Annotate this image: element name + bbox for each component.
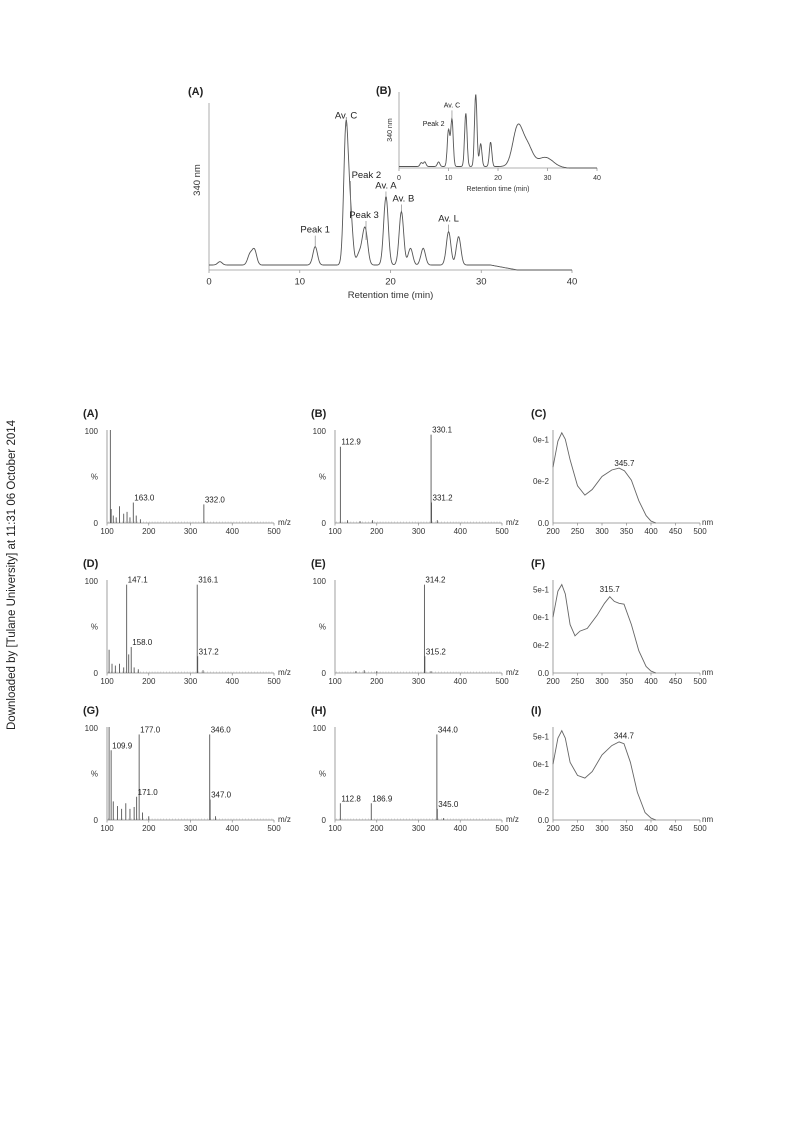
ms-peak-label: 345.0 xyxy=(438,799,459,809)
panel-label: (E) xyxy=(311,558,326,570)
x-tick-label: 250 xyxy=(570,824,585,833)
peak-label: Av. L xyxy=(438,213,459,225)
x-tick-label: 400 xyxy=(453,527,467,536)
y-tick-label: % xyxy=(90,472,98,482)
y-tick-label: % xyxy=(90,769,98,779)
peak-label: Peak 2 xyxy=(351,170,382,181)
panel-label: (A) xyxy=(188,86,204,98)
ms-b xyxy=(311,408,519,536)
y-tick-label: 100 xyxy=(84,577,98,586)
x-tick-label: 200 xyxy=(142,677,156,686)
x-axis-label: m/z xyxy=(278,668,291,677)
x-axis-label: m/z xyxy=(278,815,291,824)
x-tick-label: 400 xyxy=(644,677,658,686)
y-tick-label: % xyxy=(318,472,326,482)
x-tick-label: 30 xyxy=(543,175,552,182)
x-tick-label: 300 xyxy=(183,824,198,833)
x-tick-label: 400 xyxy=(453,824,467,833)
x-tick-label: 100 xyxy=(100,824,114,833)
x-tick-label: 500 xyxy=(267,677,281,686)
y-tick-label: 0e-2 xyxy=(532,641,549,651)
x-tick-label: 500 xyxy=(693,527,707,536)
x-tick-label: 500 xyxy=(267,527,281,536)
y-tick-label: 5e-1 xyxy=(532,585,549,595)
x-axis-label: m/z xyxy=(506,815,519,824)
uv-f xyxy=(531,558,713,686)
uv-c xyxy=(531,408,713,536)
x-axis-label: nm xyxy=(702,518,714,527)
ms-peak-label: 171.0 xyxy=(137,787,158,797)
main-chromatogram xyxy=(188,86,577,301)
ms-peak-label: 177.0 xyxy=(140,725,161,735)
x-tick-label: 300 xyxy=(183,677,198,686)
ms-a xyxy=(83,408,291,536)
y-axis-label: 340 nm xyxy=(387,118,394,142)
y-tick-label: 100 xyxy=(84,427,98,436)
ms-peak-label: 147.1 xyxy=(127,575,148,585)
x-tick-label: 200 xyxy=(370,824,384,833)
ms-peak-label: 315.2 xyxy=(425,647,446,657)
ms-peak-label: 314.2 xyxy=(425,575,446,585)
x-tick-label: 40 xyxy=(593,175,601,182)
peak-label: Peak 3 xyxy=(349,209,379,221)
x-tick-label: 500 xyxy=(693,677,707,686)
y-tick-label: % xyxy=(318,769,326,779)
panel-label: (H) xyxy=(311,705,327,717)
x-tick-label: 500 xyxy=(693,824,707,833)
x-tick-label: 200 xyxy=(546,677,560,686)
panel-label: (D) xyxy=(83,558,99,570)
ms-peak-label: 163.0 xyxy=(134,493,155,503)
panel-label: (G) xyxy=(83,705,99,717)
x-tick-label: 0 xyxy=(206,276,212,288)
x-tick-label: 400 xyxy=(644,527,658,536)
x-tick-label: 300 xyxy=(183,527,198,536)
panel-label: (B) xyxy=(311,408,327,420)
x-tick-label: 100 xyxy=(100,527,114,536)
x-tick-label: 500 xyxy=(495,527,509,536)
uv-trace xyxy=(553,433,656,523)
uv-trace xyxy=(553,585,656,673)
ms-peak-label: 332.0 xyxy=(204,495,225,505)
ms-peak-label: 331.2 xyxy=(432,493,453,503)
peak-label: Av. A xyxy=(375,180,397,192)
ms-e xyxy=(311,558,519,686)
x-tick-label: 500 xyxy=(267,824,281,833)
x-tick-label: 350 xyxy=(619,527,634,536)
x-tick-label: 200 xyxy=(370,677,384,686)
ms-peak-label: 186.9 xyxy=(372,794,393,804)
peak-label: Peak 1 xyxy=(300,224,330,236)
ms-peak-label: 316.1 xyxy=(198,575,219,585)
x-tick-label: 450 xyxy=(668,824,683,833)
ms-peak-label: 109.9 xyxy=(112,741,133,751)
x-tick-label: 350 xyxy=(619,677,634,686)
y-tick-label: 0e-2 xyxy=(532,788,549,798)
x-tick-label: 450 xyxy=(668,527,683,536)
x-tick-label: 250 xyxy=(570,677,585,686)
x-tick-label: 100 xyxy=(328,824,342,833)
y-tick-label: 0e-1 xyxy=(532,760,549,770)
x-tick-label: 20 xyxy=(385,276,396,288)
uv-peak-label: 345.7 xyxy=(614,458,635,468)
chromatogram-trace xyxy=(399,95,597,168)
y-tick-label: 0e-1 xyxy=(532,613,549,623)
y-axis-label: 340 nm xyxy=(192,164,203,196)
x-tick-label: 300 xyxy=(411,824,426,833)
y-tick-label: 5e-1 xyxy=(532,732,549,742)
x-tick-label: 300 xyxy=(595,527,609,536)
peak-label: Av. C xyxy=(334,110,358,122)
ms-g xyxy=(83,705,291,833)
peak-label: Av. C xyxy=(443,102,461,110)
y-tick-label: 0.0 xyxy=(537,519,549,528)
y-tick-label: 0e-1 xyxy=(532,435,549,445)
y-tick-label: 0 xyxy=(321,669,326,678)
ms-peak-label: 344.0 xyxy=(437,725,458,735)
x-tick-label: 20 xyxy=(494,175,502,182)
ms-peak-label: 346.0 xyxy=(210,725,231,735)
x-tick-label: 0 xyxy=(397,175,401,182)
x-tick-label: 400 xyxy=(225,677,239,686)
y-tick-label: 0 xyxy=(93,519,98,528)
ms-peak-label: 112.8 xyxy=(341,794,361,804)
ms-d xyxy=(83,558,291,686)
x-tick-label: 350 xyxy=(619,824,634,833)
x-tick-label: 40 xyxy=(566,276,578,288)
x-tick-label: 200 xyxy=(142,824,156,833)
y-tick-label: 0 xyxy=(321,816,326,825)
x-tick-label: 400 xyxy=(225,527,239,536)
x-tick-label: 300 xyxy=(411,677,426,686)
inset-chromatogram xyxy=(376,85,601,193)
x-tick-label: 250 xyxy=(570,527,585,536)
x-tick-label: 450 xyxy=(668,677,683,686)
x-axis-label: m/z xyxy=(506,668,519,677)
x-tick-label: 200 xyxy=(546,824,560,833)
ms-peak-label: 317.2 xyxy=(198,647,219,657)
x-tick-label: 10 xyxy=(294,276,306,288)
y-tick-label: % xyxy=(90,622,98,632)
y-tick-label: 100 xyxy=(84,724,98,733)
x-axis-label: m/z xyxy=(278,518,291,527)
x-tick-label: 100 xyxy=(328,677,342,686)
x-tick-label: 100 xyxy=(328,527,342,536)
x-tick-label: 200 xyxy=(370,527,384,536)
download-note-text: Downloaded by [Tulane University] at 11:31 06 October 2014 xyxy=(6,419,18,730)
uv-trace xyxy=(553,731,656,820)
y-tick-label: 0.0 xyxy=(537,669,549,678)
x-tick-label: 400 xyxy=(453,677,467,686)
x-tick-label: 300 xyxy=(595,677,609,686)
y-tick-label: 100 xyxy=(312,724,326,733)
panel-label: (C) xyxy=(531,408,547,420)
x-tick-label: 500 xyxy=(495,677,509,686)
x-tick-label: 400 xyxy=(225,824,239,833)
y-tick-label: 0.0 xyxy=(537,816,549,825)
x-axis-label: nm xyxy=(702,815,714,824)
x-tick-label: 200 xyxy=(142,527,156,536)
ms-peak-label: 347.0 xyxy=(211,790,232,800)
x-tick-label: 400 xyxy=(644,824,658,833)
ms-peak-label: 158.0 xyxy=(132,637,153,647)
y-tick-label: 0e-2 xyxy=(532,477,549,487)
y-tick-label: % xyxy=(318,622,326,632)
x-tick-label: 30 xyxy=(475,276,487,288)
y-tick-label: 0 xyxy=(93,669,98,678)
x-tick-label: 300 xyxy=(411,527,426,536)
panel-label: (F) xyxy=(531,558,546,570)
x-axis-label: m/z xyxy=(506,518,519,527)
uv-peak-label: 315.7 xyxy=(599,584,620,594)
peak-label: Av. B xyxy=(392,193,415,205)
x-tick-label: 200 xyxy=(546,527,560,536)
x-axis-label: Retention time (min) xyxy=(347,290,434,301)
panel-label: (B) xyxy=(376,85,392,97)
peak-label: Peak 2 xyxy=(422,121,445,128)
panel-label: (I) xyxy=(531,705,542,717)
x-axis-label: nm xyxy=(702,668,714,677)
ms-h xyxy=(311,705,519,833)
x-tick-label: 10 xyxy=(444,175,453,182)
uv-peak-label: 344.7 xyxy=(613,731,634,741)
y-tick-label: 100 xyxy=(312,577,326,586)
y-tick-label: 0 xyxy=(93,816,98,825)
ms-peak-label: 330.1 xyxy=(432,425,453,435)
x-tick-label: 100 xyxy=(100,677,114,686)
x-tick-label: 500 xyxy=(495,824,509,833)
x-tick-label: 300 xyxy=(595,824,609,833)
x-axis-label: Retention time (min) xyxy=(466,186,530,193)
y-tick-label: 0 xyxy=(321,519,326,528)
ms-peak-label: 112.9 xyxy=(341,437,361,447)
uv-i xyxy=(531,705,713,833)
panel-label: (A) xyxy=(83,408,99,420)
y-tick-label: 100 xyxy=(312,427,326,436)
